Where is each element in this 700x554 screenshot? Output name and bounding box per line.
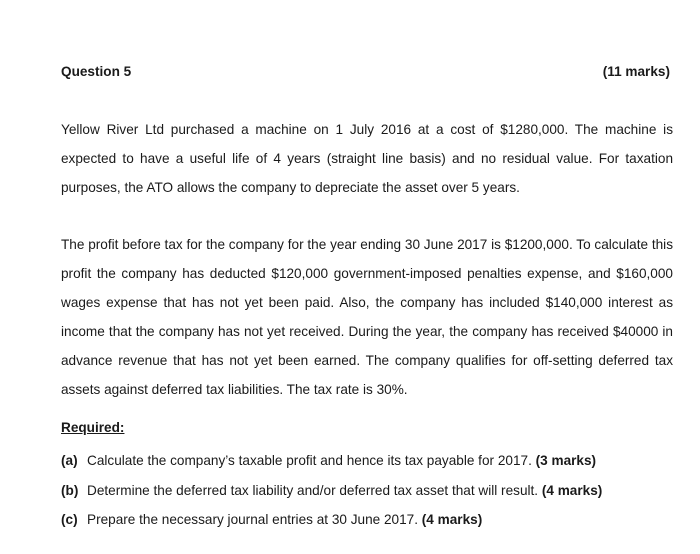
task-text: Determine the deferred tax liability and/or deferred tax asset that will result.: [87, 482, 539, 498]
task-marks: (3 marks): [535, 453, 597, 468]
question-header: [61, 64, 670, 84]
task-marks: (4 marks): [541, 482, 603, 498]
required-heading: Required:: [61, 420, 125, 435]
task-item-b: [61, 476, 673, 506]
question-title: Question 5: [61, 64, 132, 79]
task-item-c: [61, 505, 673, 535]
question-page: [61, 0, 675, 554]
paragraph-machine-purchase: Yellow River Ltd purchased a machine on 1 July 2016 at a cost of $1280,000. The machine is expected to have a useful life of 4 years (straight line basis) and no residual value. For taxation purposes, the ATO allows the company to depreciate the asset over 5 years.: [61, 122, 673, 195]
question-marks: (11 marks): [602, 64, 670, 79]
task-text: Prepare the necessary journal entries at 30 June 2017.: [87, 512, 418, 527]
paragraph-profit-details: The profit before tax for the company for the year ending 30 June 2017 is $1200,000. To calculate this profit the company has deducted $120,000 government-imposed penalties expense, and $160,000 wages expense that has not yet been paid. Also, the company has included $140,000 interest as income that the company has not yet received. During the year, the company has received $40000 in advance revenue that has not yet been earned. The company qualifies for off-setting deferred tax assets against deferred tax liabilities. The tax rate is 30%.: [61, 237, 673, 397]
task-letter: (c): [61, 512, 78, 527]
task-item-a: [61, 446, 673, 476]
task-letter: (b): [61, 482, 79, 498]
required-task-list: [61, 446, 673, 535]
task-marks: (4 marks): [421, 512, 483, 527]
task-letter: (a): [61, 453, 78, 468]
task-text: Calculate the company’s taxable profit and hence its tax payable for 2017.: [87, 453, 532, 468]
